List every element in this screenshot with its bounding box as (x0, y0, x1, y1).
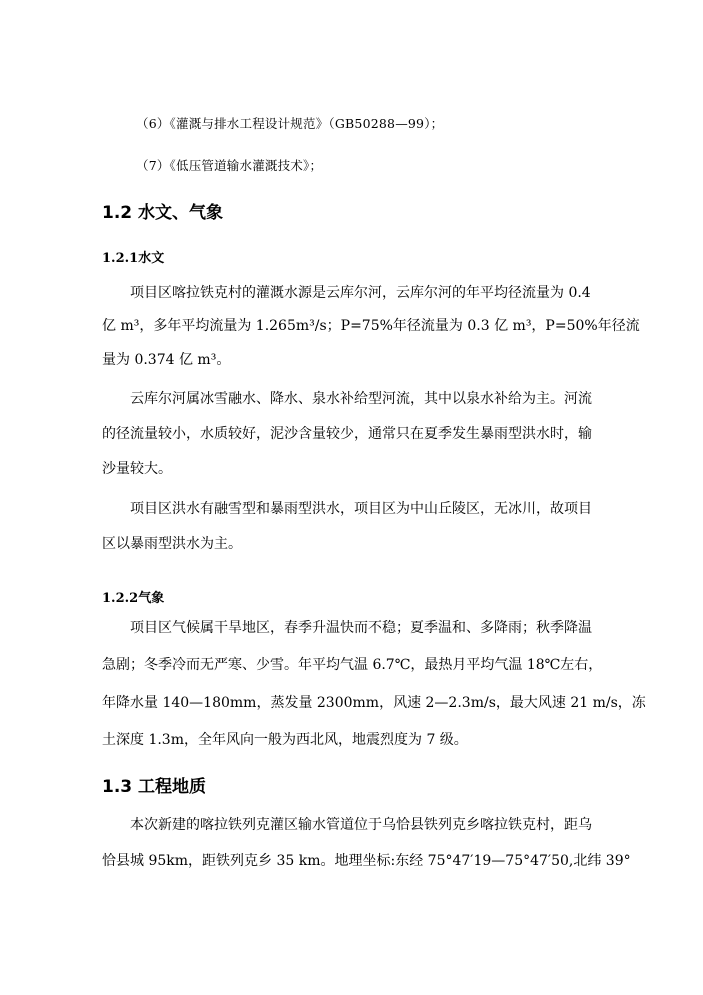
paragraph-line: 区以暴雨型洪水为主。 (102, 536, 242, 552)
reference-item-7: （7）《低压管道输水灌溉技术》； (136, 158, 323, 173)
paragraph-line: 年降水量 140—180mm，蒸发量 2300mm，风速 2—2.3m/s，最大风速 21 m/s，冻 (102, 695, 646, 711)
subsection-heading-1-2-1 (102, 249, 600, 269)
subsection-title: 气象 (138, 591, 165, 606)
paragraph-line: 土深度 1.3m，全年风向一般为西北风，地震烈度为 7 级。 (102, 732, 468, 748)
section-number: 1.3 (102, 777, 133, 797)
subsection-heading-1-2-2 (102, 589, 600, 609)
paragraph-line: 项目区气候属干旱地区，春季升温快而不稳；夏季温和、多降雨；秋季降温 (130, 620, 592, 636)
paragraph-line: 急剧；冬季冷而无严寒、少雪。年平均气温 6.7℃，最热月平均气温 18℃左右， (102, 657, 603, 673)
paragraph-line: 的径流量较小，水质较好，泥沙含量较少，通常只在夏季发生暴雨型洪水时，输 (102, 426, 592, 442)
section-number: 1.2 (102, 203, 133, 223)
section-heading-1-2 (102, 203, 600, 223)
subsection-number: 1.2.2 (102, 591, 139, 606)
subsection-title: 水文 (138, 251, 165, 266)
section-heading-1-3 (102, 777, 600, 797)
section-title: 水文、气象 (138, 203, 224, 223)
paragraph-line: 本次新建的喀拉铁列克灌区输水管道位于乌恰县铁列克乡喀拉铁克村，距乌 (130, 817, 592, 833)
paragraph-line: 项目区洪水有融雪型和暴雨型洪水，项目区为中山丘陵区，无冰川，故项目 (130, 501, 592, 517)
reference-item-6: （6）《灌溉与排水工程设计规范》（GB50288—99）； (136, 116, 444, 131)
paragraph-line: 沙量较大。 (102, 461, 172, 477)
paragraph-line: 亿 m³，多年平均流量为 1.265m³/s；P=75%年径流量为 0.3 亿 m³，P=50%年径流 (102, 318, 640, 334)
paragraph-line: 云库尔河属冰雪融水、降水、泉水补给型河流，其中以泉水补给为主。河流 (130, 391, 592, 407)
paragraph-line: 恰县城 95km，距铁列克乡 35 km。地理坐标:东经 75°47′19—75°47′50,北纬 39° (102, 853, 631, 869)
paragraph-line: 项目区喀拉铁克村的灌溉水源是云库尔河，云库尔河的年平均径流量为 0.4 (130, 285, 591, 301)
paragraph-line: 量为 0.374 亿 m³。 (102, 352, 231, 368)
subsection-number: 1.2.1 (102, 251, 139, 266)
section-title: 工程地质 (138, 777, 207, 797)
